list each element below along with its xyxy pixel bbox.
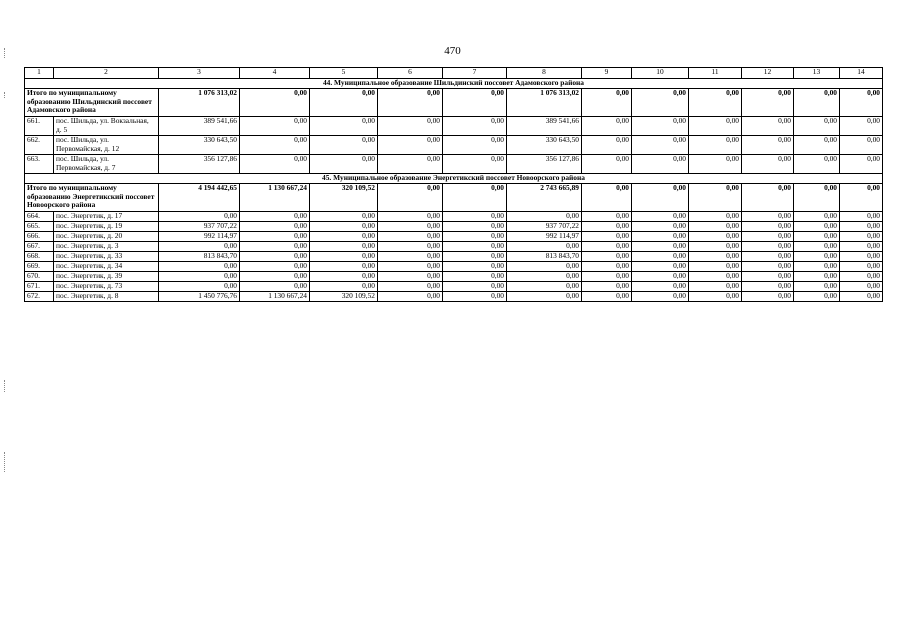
value-cell: 0,00 [632,212,689,222]
value-cell: 0,00 [840,282,883,292]
row-number: 661. [25,117,54,136]
total-value-cell: 2 743 665,89 [507,184,582,212]
value-cell: 0,00 [582,272,632,282]
address-cell: пос. Шильда, ул. Вокзальная, д. 5 [54,117,159,136]
value-cell: 0,00 [378,282,443,292]
value-cell: 0,00 [582,252,632,262]
value-cell: 0,00 [507,282,582,292]
value-cell: 0,00 [794,155,840,174]
value-cell: 813 843,70 [507,252,582,262]
value-cell: 0,00 [582,242,632,252]
total-value-cell: 0,00 [310,89,378,117]
value-cell: 0,00 [582,136,632,155]
page-number: 470 [444,45,461,57]
value-cell: 0,00 [310,272,378,282]
value-cell: 937 707,22 [159,222,240,232]
total-value-cell: 0,00 [443,89,507,117]
total-value-cell: 0,00 [840,184,883,212]
value-cell: 0,00 [840,136,883,155]
column-header: 4 [240,68,310,79]
section-title-row [25,79,883,89]
value-cell: 0,00 [742,272,794,282]
value-cell: 0,00 [582,212,632,222]
value-cell: 0,00 [689,242,742,252]
value-cell: 0,00 [507,262,582,272]
table-row [25,155,883,174]
value-cell: 0,00 [632,292,689,302]
value-cell: 0,00 [378,292,443,302]
value-cell: 0,00 [378,136,443,155]
column-number-row [25,68,883,79]
value-cell: 0,00 [310,155,378,174]
row-number: 666. [25,232,54,242]
value-cell: 0,00 [240,155,310,174]
address-cell: пос. Энергетик, д. 39 [54,272,159,282]
row-number: 664. [25,212,54,222]
value-cell: 0,00 [742,262,794,272]
value-cell: 0,00 [742,222,794,232]
total-value-cell: 0,00 [689,184,742,212]
value-cell: 0,00 [443,242,507,252]
margin-mark [4,380,6,392]
value-cell: 0,00 [632,282,689,292]
value-cell: 0,00 [582,232,632,242]
value-cell: 0,00 [443,117,507,136]
value-cell: 0,00 [689,212,742,222]
column-header: 14 [840,68,883,79]
value-cell: 0,00 [378,272,443,282]
value-cell: 0,00 [507,242,582,252]
column-header: 12 [742,68,794,79]
section-title: 45. Муниципальное образование Энергетикский поссовет Новоорского района [25,174,883,184]
value-cell: 0,00 [840,252,883,262]
row-number: 668. [25,252,54,262]
row-number: 669. [25,262,54,272]
value-cell: 0,00 [632,252,689,262]
row-number: 667. [25,242,54,252]
value-cell: 0,00 [378,242,443,252]
value-cell: 0,00 [310,242,378,252]
value-cell: 0,00 [632,117,689,136]
value-cell: 0,00 [310,262,378,272]
value-cell: 0,00 [689,282,742,292]
value-cell: 0,00 [794,292,840,302]
value-cell: 0,00 [443,212,507,222]
total-value-cell: 0,00 [582,89,632,117]
value-cell: 0,00 [794,272,840,282]
total-value-cell: 0,00 [240,89,310,117]
value-cell: 0,00 [689,155,742,174]
row-number: 663. [25,155,54,174]
value-cell: 0,00 [794,252,840,262]
value-cell: 0,00 [794,232,840,242]
value-cell: 0,00 [378,212,443,222]
value-cell: 0,00 [689,117,742,136]
address-cell: пос. Энергетик, д. 3 [54,242,159,252]
value-cell: 0,00 [507,212,582,222]
total-value-cell: 0,00 [689,89,742,117]
table-row [25,136,883,155]
total-row [25,184,883,212]
value-cell: 0,00 [310,282,378,292]
value-cell: 0,00 [632,232,689,242]
total-value-cell: 1 076 313,02 [507,89,582,117]
margin-mark [4,48,6,58]
value-cell: 0,00 [742,117,794,136]
column-header: 2 [54,68,159,79]
address-cell: пос. Энергетик, д. 19 [54,222,159,232]
value-cell: 0,00 [840,222,883,232]
value-cell: 0,00 [443,252,507,262]
value-cell: 0,00 [159,262,240,272]
value-cell: 0,00 [443,155,507,174]
value-cell: 0,00 [794,222,840,232]
total-value-cell: 320 109,52 [310,184,378,212]
column-header: 1 [25,68,54,79]
value-cell: 0,00 [443,222,507,232]
value-cell: 0,00 [443,282,507,292]
address-cell: пос. Энергетик, д. 34 [54,262,159,272]
value-cell: 0,00 [840,262,883,272]
value-cell: 0,00 [632,222,689,232]
total-label: Итого по муниципальному образованию Энергетикский поссовет Новоорского района [25,184,159,212]
value-cell: 0,00 [840,272,883,282]
value-cell: 0,00 [794,282,840,292]
value-cell: 0,00 [632,155,689,174]
value-cell: 0,00 [742,212,794,222]
value-cell: 0,00 [378,232,443,242]
value-cell: 0,00 [794,117,840,136]
total-value-cell: 0,00 [632,89,689,117]
margin-mark [4,92,6,98]
value-cell: 0,00 [378,155,443,174]
value-cell: 0,00 [689,222,742,232]
value-cell: 0,00 [507,292,582,302]
value-cell: 0,00 [582,155,632,174]
total-row [25,89,883,117]
row-number: 672. [25,292,54,302]
table-row [25,212,883,222]
total-value-cell: 0,00 [742,89,794,117]
value-cell: 0,00 [840,242,883,252]
value-cell: 0,00 [310,136,378,155]
value-cell: 0,00 [159,242,240,252]
total-value-cell: 0,00 [742,184,794,212]
value-cell: 0,00 [443,262,507,272]
value-cell: 0,00 [310,252,378,262]
value-cell: 0,00 [240,242,310,252]
value-cell: 0,00 [794,212,840,222]
value-cell: 0,00 [240,272,310,282]
total-value-cell: 0,00 [794,184,840,212]
value-cell: 0,00 [742,136,794,155]
value-cell: 0,00 [632,136,689,155]
value-cell: 0,00 [689,232,742,242]
value-cell: 992 114,97 [507,232,582,242]
column-header: 13 [794,68,840,79]
table-row [25,222,883,232]
table-row [25,232,883,242]
value-cell: 0,00 [742,155,794,174]
table-row [25,117,883,136]
total-value-cell: 0,00 [443,184,507,212]
total-value-cell: 0,00 [378,89,443,117]
value-cell: 0,00 [689,292,742,302]
table-row [25,282,883,292]
column-header: 5 [310,68,378,79]
total-value-cell: 0,00 [378,184,443,212]
table-row [25,262,883,272]
value-cell: 0,00 [794,136,840,155]
value-cell: 0,00 [310,232,378,242]
table-row [25,252,883,262]
value-cell: 0,00 [689,136,742,155]
value-cell: 0,00 [240,282,310,292]
value-cell: 0,00 [632,262,689,272]
value-cell: 0,00 [632,242,689,252]
total-value-cell: 1 130 667,24 [240,184,310,212]
row-number: 665. [25,222,54,232]
value-cell: 356 127,86 [507,155,582,174]
section-title-row [25,174,883,184]
row-number: 670. [25,272,54,282]
table-row [25,272,883,282]
value-cell: 0,00 [240,252,310,262]
value-cell: 0,00 [310,222,378,232]
address-cell: пос. Энергетик, д. 17 [54,212,159,222]
value-cell: 0,00 [310,212,378,222]
value-cell: 0,00 [742,292,794,302]
value-cell: 0,00 [582,262,632,272]
column-header: 11 [689,68,742,79]
value-cell: 992 114,97 [159,232,240,242]
value-cell: 0,00 [840,212,883,222]
value-cell: 1 450 776,76 [159,292,240,302]
value-cell: 320 109,52 [310,292,378,302]
value-cell: 389 541,66 [159,117,240,136]
value-cell: 0,00 [742,232,794,242]
row-number: 662. [25,136,54,155]
value-cell: 0,00 [840,232,883,242]
value-cell: 0,00 [840,292,883,302]
value-cell: 0,00 [443,272,507,282]
value-cell: 0,00 [582,117,632,136]
value-cell: 1 130 667,24 [240,292,310,302]
value-cell: 0,00 [378,117,443,136]
value-cell: 0,00 [582,292,632,302]
value-cell: 0,00 [742,282,794,292]
value-cell: 389 541,66 [507,117,582,136]
total-value-cell: 1 076 313,02 [159,89,240,117]
total-value-cell: 0,00 [840,89,883,117]
column-header: 6 [378,68,443,79]
section-title: 44. Муниципальное образование Шильдинский поссовет Адамовского района [25,79,883,89]
total-value-cell: 0,00 [794,89,840,117]
value-cell: 0,00 [689,272,742,282]
value-cell: 0,00 [582,282,632,292]
column-header: 10 [632,68,689,79]
address-cell: пос. Энергетик, д. 33 [54,252,159,262]
value-cell: 0,00 [742,242,794,252]
total-value-cell: 0,00 [632,184,689,212]
value-cell: 0,00 [443,136,507,155]
value-cell: 0,00 [159,272,240,282]
value-cell: 0,00 [794,242,840,252]
value-cell: 0,00 [240,212,310,222]
value-cell: 0,00 [689,262,742,272]
value-cell: 0,00 [310,117,378,136]
value-cell: 0,00 [794,262,840,272]
value-cell: 0,00 [378,222,443,232]
column-header: 7 [443,68,507,79]
value-cell: 0,00 [159,282,240,292]
table-row [25,292,883,302]
value-cell: 0,00 [443,292,507,302]
value-cell: 0,00 [840,117,883,136]
total-value-cell: 0,00 [582,184,632,212]
value-cell: 330 643,50 [159,136,240,155]
column-header: 8 [507,68,582,79]
value-cell: 330 643,50 [507,136,582,155]
column-header: 3 [159,68,240,79]
row-number: 671. [25,282,54,292]
value-cell: 0,00 [240,262,310,272]
address-cell: пос. Шильда, ул. Первомайская, д. 12 [54,136,159,155]
value-cell: 0,00 [582,222,632,232]
value-cell: 0,00 [443,232,507,242]
value-cell: 937 707,22 [507,222,582,232]
value-cell: 0,00 [689,252,742,262]
value-cell: 0,00 [159,212,240,222]
table-body [25,79,883,302]
value-cell: 0,00 [507,272,582,282]
value-cell: 356 127,86 [159,155,240,174]
table-header [25,68,883,79]
value-cell: 0,00 [240,136,310,155]
address-cell: пос. Энергетик, д. 73 [54,282,159,292]
value-cell: 813 843,70 [159,252,240,262]
value-cell: 0,00 [632,272,689,282]
value-cell: 0,00 [240,232,310,242]
value-cell: 0,00 [240,222,310,232]
address-cell: пос. Шильда, ул. Первомайская, д. 7 [54,155,159,174]
margin-mark [4,452,6,472]
value-cell: 0,00 [742,252,794,262]
total-label: Итого по муниципальному образованию Шильдинский поссовет Адамовского района [25,89,159,117]
value-cell: 0,00 [378,252,443,262]
address-cell: пос. Энергетик, д. 20 [54,232,159,242]
value-cell: 0,00 [240,117,310,136]
table-row [25,242,883,252]
total-value-cell: 4 194 442,65 [159,184,240,212]
column-header: 9 [582,68,632,79]
value-cell: 0,00 [378,262,443,272]
value-cell: 0,00 [840,155,883,174]
data-table [24,67,883,302]
address-cell: пос. Энергетик, д. 8 [54,292,159,302]
